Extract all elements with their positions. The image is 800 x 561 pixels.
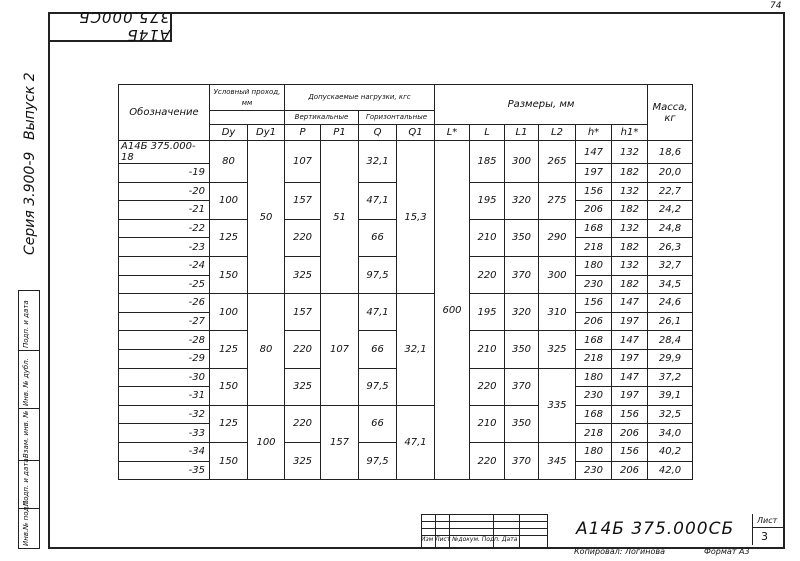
header-p: P (285, 125, 321, 141)
top-stamp-code: А14Б 375.000СБ (78, 8, 170, 44)
paper-format: Формат А3 (704, 547, 750, 556)
cell-h1: 132 (612, 256, 648, 275)
cell-h: 218 (576, 238, 612, 257)
title-block (421, 514, 783, 547)
cell-h: 218 (576, 349, 612, 368)
cell-h1: 147 (612, 368, 648, 387)
cell-q: 47,1 (359, 182, 397, 219)
top-stamp (48, 8, 172, 44)
cell-l1: 320 (505, 294, 539, 331)
cell-mass: 26,3 (648, 238, 693, 257)
cell-mass: 37,2 (648, 368, 693, 387)
cell-h1: 147 (612, 294, 648, 313)
cell-l: 210 (470, 331, 505, 368)
cell-p: 220 (285, 405, 321, 442)
cell-h: 218 (576, 424, 612, 443)
cell-mass: 24,8 (648, 219, 693, 238)
header-l2: L2 (539, 125, 576, 141)
cell-h: 180 (576, 442, 612, 461)
cell-h: 168 (576, 331, 612, 350)
cell-mass: 42,0 (648, 461, 693, 480)
cell-mass: 24,6 (648, 294, 693, 313)
table-row-designation: -32 (119, 405, 210, 424)
cell-h: 168 (576, 405, 612, 424)
table-row-designation: -26 (119, 294, 210, 313)
cell-dy: 150 (210, 368, 248, 405)
cell-dy1: 50 (248, 141, 285, 294)
cell-q: 66 (359, 331, 397, 368)
cell-dy: 125 (210, 405, 248, 442)
cell-h1: 132 (612, 219, 648, 238)
cell-mass: 39,1 (648, 387, 693, 406)
cell-p: 325 (285, 256, 321, 293)
table-row-designation: -28 (119, 331, 210, 350)
cell-l: 220 (470, 442, 505, 479)
cell-dy: 100 (210, 182, 248, 219)
cell-h: 206 (576, 201, 612, 220)
cell-dy: 150 (210, 256, 248, 293)
approval-label: Взам. инв. № (22, 410, 30, 458)
cell-p: 325 (285, 442, 321, 479)
cell-p: 107 (285, 141, 321, 183)
cell-l: 210 (470, 405, 505, 442)
cell-l2: 300 (539, 256, 576, 293)
cell-h: 156 (576, 182, 612, 201)
cell-p1: 157 (321, 405, 359, 479)
cell-dy: 125 (210, 331, 248, 368)
cell-dy: 80 (210, 141, 248, 183)
cell-h1: 182 (612, 164, 648, 183)
issue-label: Выпуск 2 (22, 72, 38, 140)
cell-dy: 100 (210, 294, 248, 331)
header-dy: Dу (210, 125, 248, 141)
cell-q: 97,5 (359, 256, 397, 293)
table-row-designation: -33 (119, 424, 210, 443)
table-row-designation: -34 (119, 442, 210, 461)
table-row-designation: -29 (119, 349, 210, 368)
cell-h1: 156 (612, 405, 648, 424)
cell-p1: 107 (321, 294, 359, 406)
sheet-label: Лист (757, 516, 778, 525)
table-row-designation: -24 (119, 256, 210, 275)
cell-h: 230 (576, 387, 612, 406)
cell-l1: 370 (505, 368, 539, 405)
cell-l2: 275 (539, 182, 576, 219)
table-row-designation: А14Б 375.000-18 (119, 141, 210, 164)
header-allowable-loads: Допускаемые нагрузки, кгс (285, 85, 435, 111)
cell-l: 220 (470, 368, 505, 405)
series-label: Серия 3.900-9 (22, 151, 38, 255)
cell-mass: 20,0 (648, 164, 693, 183)
header-h1: h1* (612, 125, 648, 141)
cell-mass: 29,9 (648, 349, 693, 368)
cell-l1: 370 (505, 256, 539, 293)
cell-l1: 300 (505, 141, 539, 183)
table-row-designation: -30 (119, 368, 210, 387)
cell-mass: 34,5 (648, 275, 693, 294)
cell-q: 97,5 (359, 442, 397, 479)
cell-q: 66 (359, 405, 397, 442)
cell-lstar: 600 (435, 141, 470, 480)
approval-label: Подп. и дата (22, 300, 30, 348)
header-dy1: Dу1 (248, 125, 285, 141)
table-row-designation: -23 (119, 238, 210, 257)
copied-by: Копировал: Логинова (574, 547, 665, 556)
cell-l1: 320 (505, 182, 539, 219)
cell-h: 180 (576, 368, 612, 387)
cell-q1: 47,1 (397, 405, 435, 479)
cell-h1: 156 (612, 442, 648, 461)
cell-dy: 150 (210, 442, 248, 479)
cell-h: 147 (576, 141, 612, 164)
cell-dy1: 100 (248, 405, 285, 479)
table-row-designation: -31 (119, 387, 210, 406)
header-q: Q (359, 125, 397, 141)
cell-mass: 32,7 (648, 256, 693, 275)
header-dimensions: Размеры, мм (435, 85, 648, 125)
cell-l2: 265 (539, 141, 576, 183)
cell-q1: 32,1 (397, 294, 435, 406)
cell-h: 206 (576, 312, 612, 331)
cell-l2: 310 (539, 294, 576, 331)
header-horizontal: Горизонтальные (359, 111, 435, 125)
cell-l2: 325 (539, 331, 576, 368)
cell-h: 230 (576, 461, 612, 480)
approval-box (18, 290, 40, 549)
header-p1: P1 (321, 125, 359, 141)
sheet-number: 3 (761, 530, 768, 543)
cell-h1: 206 (612, 461, 648, 480)
cell-h: 156 (576, 294, 612, 313)
header-designation: Обозначение (119, 85, 210, 141)
cell-mass: 40,2 (648, 442, 693, 461)
header-mass: Масса, кг (648, 85, 693, 141)
cell-l1: 350 (505, 219, 539, 256)
cell-h1: 132 (612, 182, 648, 201)
cell-p: 157 (285, 294, 321, 331)
table-row-designation: -22 (119, 219, 210, 238)
header-l1: L1 (505, 125, 539, 141)
cell-q: 97,5 (359, 368, 397, 405)
header-lstar: L* (435, 125, 470, 141)
cell-q1: 15,3 (397, 141, 435, 294)
cell-p1: 51 (321, 141, 359, 294)
cell-l: 185 (470, 141, 505, 183)
cell-p: 220 (285, 219, 321, 256)
cell-l1: 350 (505, 331, 539, 368)
cell-l: 210 (470, 219, 505, 256)
cell-p: 325 (285, 368, 321, 405)
document-code: А14Б 375.000СБ (576, 519, 735, 539)
cell-mass: 22,7 (648, 182, 693, 201)
table-row-designation: -25 (119, 275, 210, 294)
cell-mass: 18,6 (648, 141, 693, 164)
header-q1: Q1 (397, 125, 435, 141)
cell-l: 195 (470, 294, 505, 331)
cell-h1: 197 (612, 349, 648, 368)
cell-l1: 370 (505, 442, 539, 479)
cell-h: 230 (576, 275, 612, 294)
table-row-designation: -35 (119, 461, 210, 480)
header-conditional-pass: Условный проход, мм (210, 85, 285, 111)
table-row-designation: -20 (119, 182, 210, 201)
cell-l: 220 (470, 256, 505, 293)
approval-label: Инв.№ подл. (22, 499, 30, 546)
cell-l: 195 (470, 182, 505, 219)
cell-q: 66 (359, 219, 397, 256)
cell-p: 157 (285, 182, 321, 219)
approval-label: Подп. и дата (22, 458, 30, 506)
cell-mass: 34,0 (648, 424, 693, 443)
cell-h1: 197 (612, 387, 648, 406)
cell-mass: 26,1 (648, 312, 693, 331)
cell-h1: 182 (612, 238, 648, 257)
cell-mass: 24,2 (648, 201, 693, 220)
cell-h1: 206 (612, 424, 648, 443)
cell-h1: 132 (612, 141, 648, 164)
table-row-designation: -27 (119, 312, 210, 331)
table-row-designation: -19 (119, 164, 210, 183)
approval-label: Инв. № дубл. (22, 358, 30, 406)
cell-dy: 125 (210, 219, 248, 256)
specification-table (118, 84, 693, 480)
cell-h: 168 (576, 219, 612, 238)
cell-h1: 147 (612, 331, 648, 350)
cell-l2: 335 (539, 368, 576, 442)
cell-h: 197 (576, 164, 612, 183)
cell-h1: 182 (612, 275, 648, 294)
table-row-designation: -21 (119, 201, 210, 220)
header-vertical: Вертикальные (285, 111, 359, 125)
cell-h: 180 (576, 256, 612, 275)
cell-dy1: 80 (248, 294, 285, 406)
page-number: 74 (770, 1, 782, 11)
cell-q: 32,1 (359, 141, 397, 183)
cell-h1: 197 (612, 312, 648, 331)
revision-grid (421, 514, 547, 547)
cell-p: 220 (285, 331, 321, 368)
header-l: L (470, 125, 505, 141)
cell-l1: 350 (505, 405, 539, 442)
cell-q: 47,1 (359, 294, 397, 331)
cell-l2: 290 (539, 219, 576, 256)
cell-mass: 32,5 (648, 405, 693, 424)
cell-mass: 28,4 (648, 331, 693, 350)
cell-l2: 345 (539, 442, 576, 479)
cell-h1: 182 (612, 201, 648, 220)
header-h: h* (576, 125, 612, 141)
revision-labels: Изм Лист №докум. Подп. Дата (421, 536, 518, 543)
